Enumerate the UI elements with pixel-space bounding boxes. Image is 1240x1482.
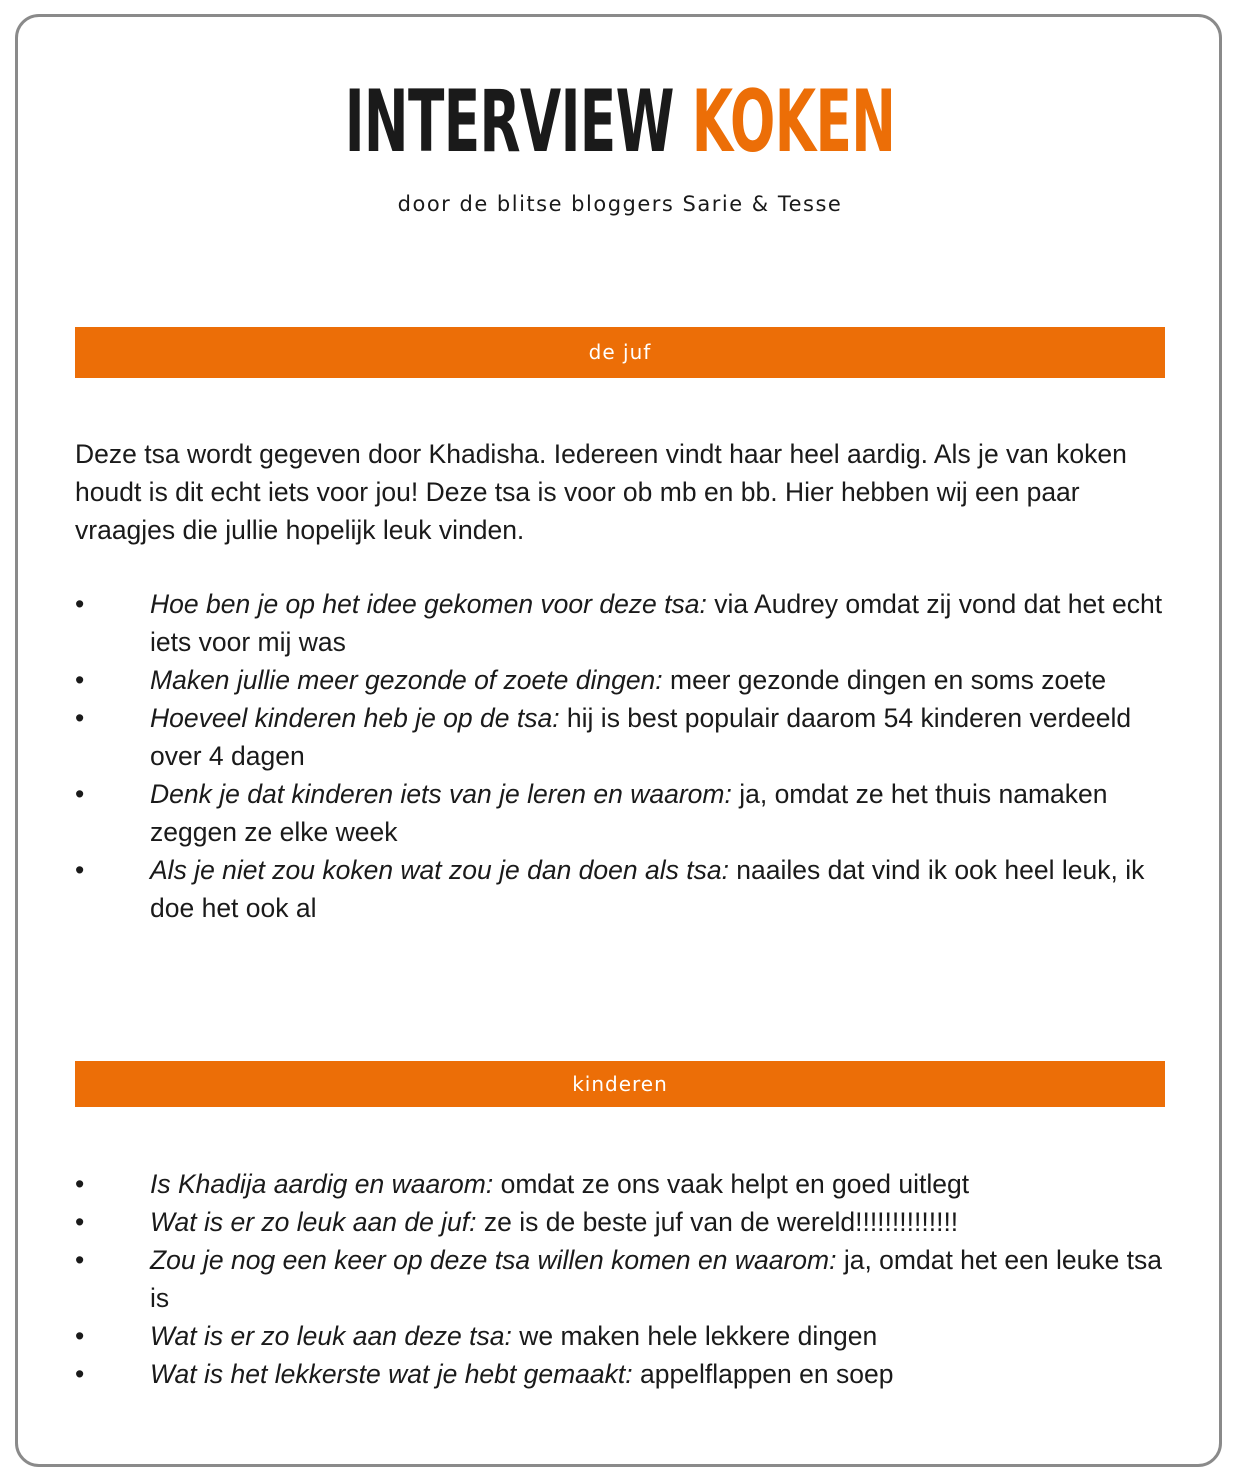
answer: meer gezonde dingen en soms zoete (662, 665, 1107, 695)
list-item (75, 585, 1165, 661)
answer: we maken hele lekkere dingen (511, 1321, 878, 1351)
answer: via Audrey omdat zij vond dat het echt iets voor mij was (150, 589, 1163, 657)
bullet: • (75, 703, 85, 733)
section-heading-de-juf: de juf (75, 327, 1165, 378)
question: Denk je dat kinderen iets van je leren en waarom: (150, 779, 732, 809)
page-title (0, 72, 1240, 172)
answer: naailes dat vind ik ook heel leuk, ik doe het ook al (150, 855, 1145, 923)
title-koken: KOKEN (691, 72, 896, 172)
list-item (75, 1241, 1165, 1317)
list-item (75, 1355, 1165, 1393)
bullet: • (75, 1169, 85, 1199)
question: Zou je nog een keer op deze tsa willen komen en waarom: (150, 1245, 837, 1275)
answer: omdat ze ons vaak helpt en goed uitlegt (493, 1169, 970, 1199)
list-item (75, 851, 1165, 927)
question: Hoe ben je op het idee gekomen voor deze tsa: (150, 589, 707, 619)
bullet: • (75, 665, 85, 695)
list-item (75, 775, 1165, 851)
interview-list-juf (75, 585, 1165, 927)
bullet: • (75, 1245, 85, 1275)
bullet: • (75, 779, 85, 809)
title-interview: INTERVIEW (344, 72, 674, 172)
intro-paragraph: Deze tsa wordt gegeven door Khadisha. Iedereen vindt haar heel aardig. Als je van koken houdt is dit echt iets voor jou! Deze tsa is voor ob mb en bb. Hier hebben wij een paar vraagjes die jullie hopelijk leuk vinden. (75, 439, 1127, 545)
list-item (75, 1165, 1165, 1203)
answer: ja, omdat ze het thuis namaken zeggen ze elke week (150, 779, 1108, 847)
interview-list-kinderen (75, 1165, 1165, 1393)
bullet: • (75, 1207, 85, 1237)
question: Wat is er zo leuk aan de juf: (150, 1207, 477, 1237)
list-item (75, 699, 1165, 775)
question: Maken jullie meer gezonde of zoete dingen: (150, 665, 663, 695)
question: Wat is er zo leuk aan deze tsa: (150, 1321, 512, 1351)
question: Is Khadija aardig en waarom: (150, 1169, 494, 1199)
question: Wat is het lekkerste wat je hebt gemaakt: (150, 1359, 633, 1389)
bullet: • (75, 1321, 85, 1351)
question: Hoeveel kinderen heb je op de tsa: (150, 703, 560, 733)
section-heading-kinderen: kinderen (75, 1061, 1165, 1107)
answer: ja, omdat het een leuke tsa is (150, 1245, 1163, 1313)
list-item (75, 1317, 1165, 1355)
answer: hij is best populair daarom 54 kinderen verdeeld over 4 dagen (150, 703, 1132, 771)
subtitle: door de blitse bloggers Sarie & Tesse (397, 192, 843, 216)
bullet: • (75, 1359, 85, 1389)
answer: ze is de beste juf van de wereld!!!!!!!!!!!!!! (476, 1207, 959, 1237)
list-item (75, 661, 1165, 699)
list-item (75, 1203, 1165, 1241)
answer: appelflappen en soep (632, 1359, 894, 1389)
question: Als je niet zou koken wat zou je dan doen als tsa: (150, 855, 729, 885)
bullet: • (75, 589, 85, 619)
bullet: • (75, 855, 85, 885)
